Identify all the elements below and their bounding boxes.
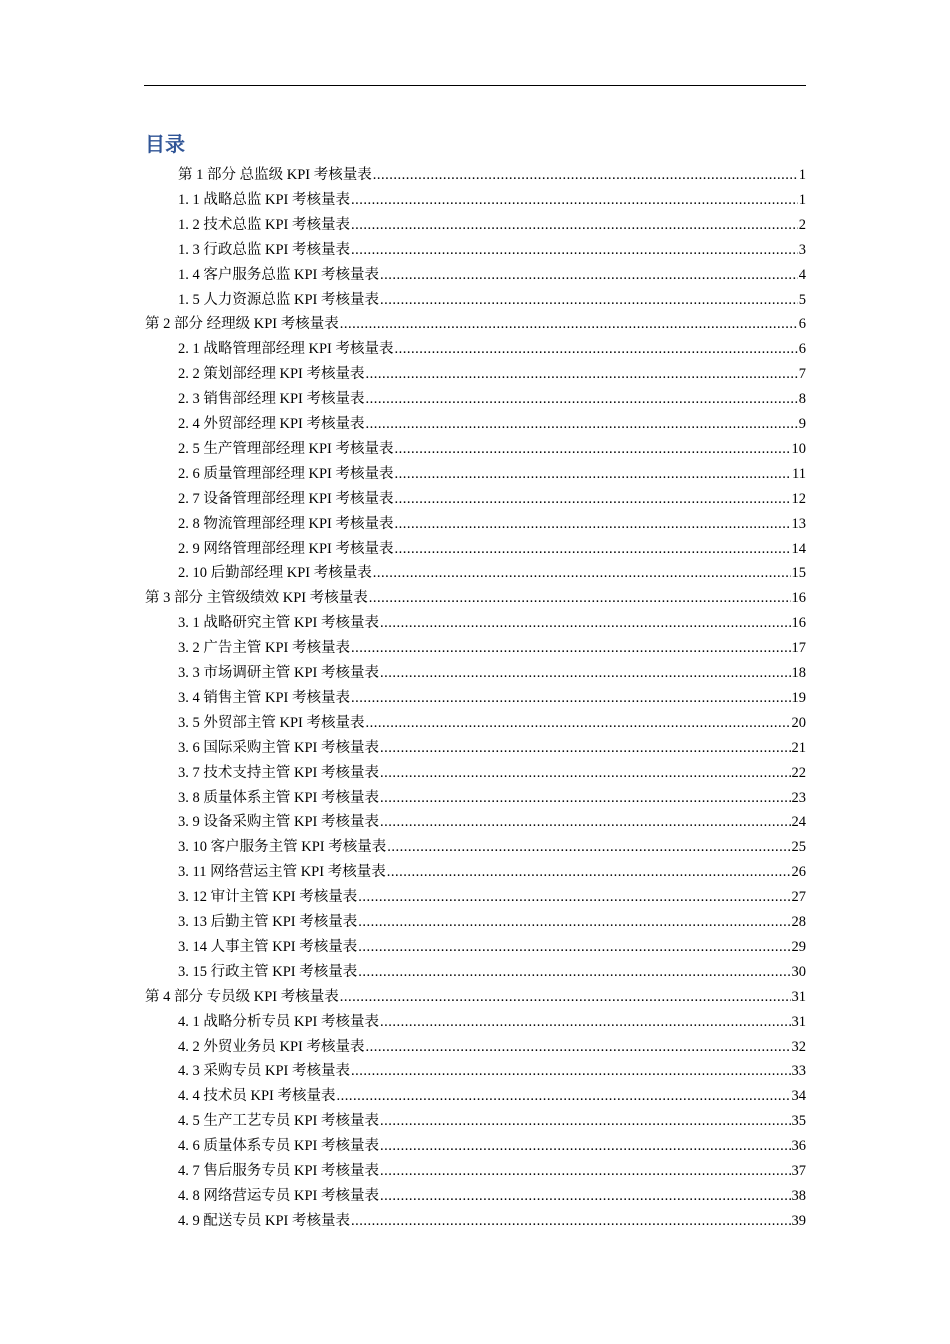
toc-entry[interactable] <box>178 1008 806 1032</box>
toc-dot-leader <box>366 1037 791 1057</box>
toc-dot-leader <box>380 763 791 783</box>
toc-entry-label: 3. 14 人事主管 KPI 考核量表 <box>178 938 358 955</box>
toc-entry-page-number: 11 <box>792 465 806 482</box>
toc-entry-page-number: 27 <box>791 889 806 906</box>
toc-entry[interactable] <box>178 759 806 783</box>
toc-entry-page-number: 36 <box>791 1138 806 1155</box>
toc-entry-page-number: 1 <box>798 167 806 183</box>
toc-entry-page-number: 7 <box>798 366 806 383</box>
toc-entry-label: 2. 3 销售部经理 KPI 考核量表 <box>178 391 365 408</box>
toc-entry[interactable] <box>178 261 806 285</box>
toc-dot-leader <box>351 190 798 210</box>
toc-entry-page-number: 34 <box>791 1088 806 1105</box>
toc-entry-label: 1. 2 技术总监 KPI 考核量表 <box>178 216 350 233</box>
toc-entry-page-number: 14 <box>791 540 806 557</box>
toc-dot-leader <box>373 563 791 583</box>
toc-dot-leader <box>395 339 798 359</box>
toc-dot-leader <box>369 588 791 608</box>
toc-entry[interactable] <box>178 485 806 509</box>
toc-entry-label: 1. 1 战略总监 KPI 考核量表 <box>178 191 350 208</box>
toc-entry[interactable] <box>178 858 806 882</box>
toc-entry[interactable] <box>178 958 806 982</box>
toc-entry[interactable] <box>178 908 806 932</box>
toc-entry-label: 4. 9 配送专员 KPI 考核量表 <box>178 1212 350 1229</box>
toc-entry[interactable] <box>178 510 806 534</box>
toc-entry[interactable] <box>178 1157 806 1181</box>
toc-entry[interactable] <box>178 335 806 359</box>
toc-dot-leader <box>366 389 798 409</box>
toc-entry-page-number: 16 <box>791 590 806 607</box>
toc-entry-page-number: 21 <box>791 739 806 756</box>
toc-entry-label: 3. 15 行政主管 KPI 考核量表 <box>178 963 358 980</box>
toc-entry-page-number: 33 <box>791 1063 806 1080</box>
toc-entry-label: 3. 4 销售主管 KPI 考核量表 <box>178 689 350 706</box>
toc-entry[interactable] <box>178 684 806 708</box>
toc-entry-label: 2. 8 物流管理部经理 KPI 考核量表 <box>178 515 394 532</box>
toc-entry-page-number: 6 <box>798 316 806 333</box>
toc-entry[interactable] <box>145 983 806 1007</box>
toc-entry-label: 3. 5 外贸部主管 KPI 考核量表 <box>178 714 365 731</box>
toc-dot-leader <box>366 364 798 384</box>
toc-entry-page-number: 3 <box>798 241 806 258</box>
toc-dot-leader <box>351 1061 791 1081</box>
toc-title: 目录 <box>145 132 185 156</box>
toc-entry-label: 4. 1 战略分析专员 KPI 考核量表 <box>178 1013 379 1030</box>
toc-entry-page-number: 18 <box>791 665 806 681</box>
toc-dot-leader <box>380 1136 791 1156</box>
toc-entry-label: 3. 12 审计主管 KPI 考核量表 <box>178 889 358 906</box>
toc-dot-leader <box>380 1012 791 1032</box>
toc-dot-leader <box>340 314 798 334</box>
toc-entry-page-number: 16 <box>791 615 806 632</box>
toc-dot-leader <box>358 912 790 932</box>
toc-entry-label: 1. 4 客户服务总监 KPI 考核量表 <box>178 266 379 283</box>
toc-entry-label: 第 4 部分 专员级 KPI 考核量表 <box>145 988 339 1005</box>
toc-entry-page-number: 31 <box>791 1013 806 1030</box>
toc-dot-leader <box>351 240 798 260</box>
toc-entry[interactable] <box>178 933 806 957</box>
toc-entry-page-number: 24 <box>791 814 806 831</box>
toc-entry[interactable] <box>178 1033 806 1057</box>
toc-entry-label: 2. 10 后勤部经理 KPI 考核量表 <box>178 565 372 582</box>
toc-entry-label: 第 2 部分 经理级 KPI 考核量表 <box>145 316 339 333</box>
toc-entry-label: 2. 2 策划部经理 KPI 考核量表 <box>178 366 365 383</box>
toc-entry[interactable] <box>178 286 806 310</box>
toc-dot-leader <box>395 539 791 559</box>
toc-entry-page-number: 38 <box>791 1187 806 1204</box>
toc-entry-page-number: 32 <box>791 1038 806 1055</box>
toc-entry[interactable] <box>178 1107 806 1131</box>
toc-dot-leader <box>380 613 791 633</box>
toc-entry-page-number: 4 <box>798 266 806 283</box>
toc-entry[interactable] <box>178 186 806 210</box>
toc-entry-label: 2. 1 战略管理部经理 KPI 考核量表 <box>178 341 394 358</box>
toc-entry-page-number: 10 <box>791 440 806 457</box>
toc-entry-label: 3. 3 市场调研主管 KPI 考核量表 <box>178 665 379 681</box>
toc-entry-label: 2. 6 质量管理部经理 KPI 考核量表 <box>178 465 394 482</box>
toc-entry-label: 4. 2 外贸业务员 KPI 考核量表 <box>178 1038 365 1055</box>
toc-entry[interactable] <box>178 659 806 683</box>
toc-entry-label: 2. 4 外贸部经理 KPI 考核量表 <box>178 416 365 432</box>
toc-entry-label: 3. 1 战略研究主管 KPI 考核量表 <box>178 615 379 632</box>
toc-dot-leader <box>351 1211 791 1231</box>
toc-entry-label: 3. 11 网络营运主管 KPI 考核量表 <box>178 864 386 881</box>
toc-entry-label: 4. 5 生产工艺专员 KPI 考核量表 <box>178 1113 379 1130</box>
toc-entry[interactable] <box>178 634 806 658</box>
toc-dot-leader <box>373 165 798 185</box>
toc-entry[interactable] <box>178 410 806 434</box>
toc-entry-label: 4. 4 技术员 KPI 考核量表 <box>178 1088 336 1105</box>
toc-dot-leader <box>380 788 791 808</box>
toc-entry[interactable] <box>178 559 806 583</box>
toc-entry[interactable] <box>178 161 806 185</box>
toc-entry-label: 2. 7 设备管理部经理 KPI 考核量表 <box>178 490 394 507</box>
toc-entry[interactable] <box>178 360 806 384</box>
toc-entry-page-number: 5 <box>798 291 806 308</box>
toc-entry-label: 3. 7 技术支持主管 KPI 考核量表 <box>178 764 379 781</box>
toc-entry-page-number: 37 <box>791 1163 806 1179</box>
toc-entry-page-number: 8 <box>798 391 806 408</box>
toc-entry[interactable] <box>178 784 806 808</box>
toc-dot-leader <box>380 738 791 758</box>
toc-dot-leader <box>380 1161 791 1181</box>
toc-dot-leader <box>395 439 791 459</box>
toc-entry-label: 4. 6 质量体系专员 KPI 考核量表 <box>178 1138 379 1155</box>
toc-entry-label: 3. 10 客户服务主管 KPI 考核量表 <box>178 839 387 856</box>
toc-entry-label: 4. 8 网络营运专员 KPI 考核量表 <box>178 1187 379 1204</box>
toc-dot-leader <box>380 1111 791 1131</box>
toc-entry-label: 4. 3 采购专员 KPI 考核量表 <box>178 1063 350 1080</box>
toc-dot-leader <box>358 962 790 982</box>
toc-entry-page-number: 2 <box>798 216 806 233</box>
toc-entry-label: 3. 9 设备采购主管 KPI 考核量表 <box>178 814 379 831</box>
toc-entry[interactable] <box>178 1207 806 1231</box>
toc-dot-leader <box>366 414 798 434</box>
toc-entry-page-number: 13 <box>791 515 806 532</box>
toc-entry-page-number: 29 <box>791 938 806 955</box>
toc-entry[interactable] <box>178 1082 806 1106</box>
toc-entry-label: 第 3 部分 主管级绩效 KPI 考核量表 <box>145 590 368 607</box>
toc-entry-page-number: 19 <box>791 689 806 706</box>
toc-entry-page-number: 17 <box>791 640 806 657</box>
toc-entry-page-number: 35 <box>791 1113 806 1130</box>
toc-dot-leader <box>387 862 791 882</box>
toc-entry[interactable] <box>178 1182 806 1206</box>
toc-dot-leader <box>380 265 798 285</box>
toc-dot-leader <box>358 887 790 907</box>
toc-dot-leader <box>358 937 790 957</box>
toc-entry-label: 1. 3 行政总监 KPI 考核量表 <box>178 241 350 258</box>
toc-entry-page-number: 25 <box>791 839 806 856</box>
toc-entry-label: 第 1 部分 总监级 KPI 考核量表 <box>178 167 372 183</box>
toc-entry[interactable] <box>178 883 806 907</box>
toc-dot-leader <box>380 1186 791 1206</box>
toc-entry[interactable] <box>178 609 806 633</box>
toc-entry[interactable] <box>178 385 806 409</box>
toc-entry[interactable] <box>178 1132 806 1156</box>
toc-entry[interactable] <box>178 535 806 559</box>
toc-entry-page-number: 1 <box>798 191 806 208</box>
toc-dot-leader <box>340 987 791 1007</box>
toc-entry-label: 3. 13 后勤主管 KPI 考核量表 <box>178 914 358 930</box>
toc-dot-leader <box>337 1086 791 1106</box>
toc-entry-label: 1. 5 人力资源总监 KPI 考核量表 <box>178 291 379 308</box>
toc-entry[interactable] <box>178 435 806 459</box>
toc-dot-leader <box>380 290 798 310</box>
toc-dot-leader <box>351 215 798 235</box>
toc-dot-leader <box>380 812 791 832</box>
toc-entry-page-number: 22 <box>791 764 806 781</box>
toc-entry[interactable] <box>178 211 806 235</box>
toc-entry-page-number: 39 <box>791 1212 806 1229</box>
toc-entry-label: 3. 2 广告主管 KPI 考核量表 <box>178 640 350 657</box>
toc-entry-page-number: 12 <box>791 490 806 507</box>
toc-entry[interactable] <box>178 236 806 260</box>
toc-entry-label: 2. 5 生产管理部经理 KPI 考核量表 <box>178 440 394 457</box>
toc-entry-page-number: 23 <box>791 789 806 806</box>
toc-entry[interactable] <box>145 310 806 334</box>
toc-dot-leader <box>395 489 791 509</box>
toc-dot-leader <box>366 713 791 733</box>
toc-entry-label: 2. 9 网络管理部经理 KPI 考核量表 <box>178 540 394 557</box>
toc-entry[interactable] <box>178 1057 806 1081</box>
toc-entry-label: 3. 8 质量体系主管 KPI 考核量表 <box>178 789 379 806</box>
toc-entry-page-number: 26 <box>791 864 806 881</box>
toc-entry-page-number: 15 <box>791 565 806 582</box>
toc-entry-page-number: 9 <box>798 416 806 432</box>
toc-entry-label: 4. 7 售后服务专员 KPI 考核量表 <box>178 1163 379 1179</box>
header-rule <box>144 85 806 86</box>
toc-dot-leader <box>395 514 791 534</box>
toc-entry-page-number: 30 <box>791 963 806 980</box>
toc-entry[interactable] <box>178 709 806 733</box>
toc-entry[interactable] <box>178 808 806 832</box>
toc-entry-page-number: 20 <box>791 714 806 731</box>
toc-entry-page-number: 28 <box>791 914 806 930</box>
toc-entry-label: 3. 6 国际采购主管 KPI 考核量表 <box>178 739 379 756</box>
toc-entry[interactable] <box>145 584 806 608</box>
toc-dot-leader <box>380 663 791 683</box>
toc-entry[interactable] <box>178 734 806 758</box>
toc-entry[interactable] <box>178 833 806 857</box>
toc-entry-page-number: 6 <box>798 341 806 358</box>
toc-entry[interactable] <box>178 460 806 484</box>
toc-dot-leader <box>351 688 791 708</box>
toc-dot-leader <box>351 638 791 658</box>
toc-dot-leader <box>387 837 790 857</box>
toc-entry-page-number: 31 <box>791 988 806 1005</box>
toc-dot-leader <box>395 464 792 484</box>
